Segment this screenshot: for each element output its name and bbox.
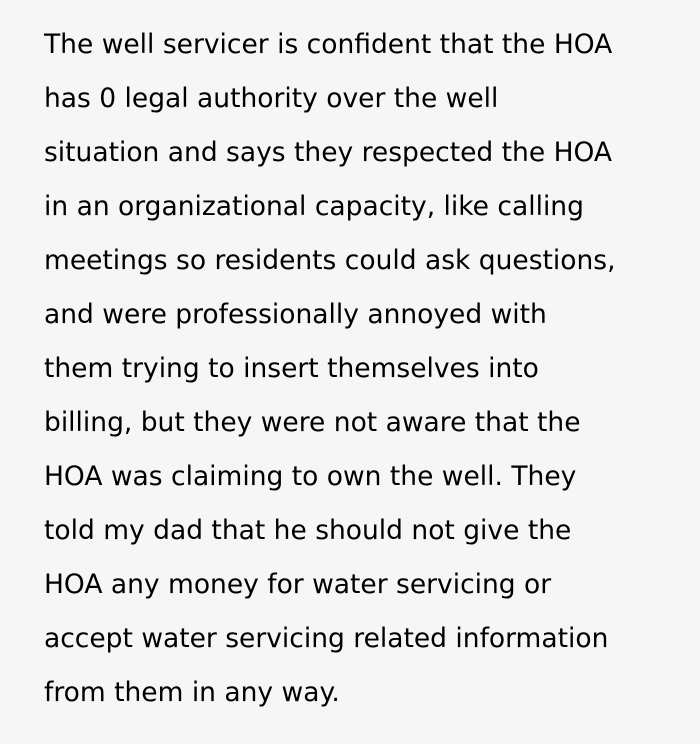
text-line: HOA any money for water servicing or bbox=[44, 569, 552, 600]
text-line: situation and says they respected the HOA bbox=[44, 137, 613, 168]
text-line: told my dad that he should not give the bbox=[44, 515, 572, 546]
text-line: and were professionally annoyed with bbox=[44, 299, 547, 330]
text-line: has 0 legal authority over the well bbox=[44, 83, 499, 114]
text-line: from them in any way. bbox=[44, 677, 340, 708]
text-line: them trying to insert themselves into bbox=[44, 353, 539, 384]
text-line: billing, but they were not aware that the bbox=[44, 407, 581, 438]
story-paragraph bbox=[44, 18, 670, 720]
text-line: HOA was claiming to own the well. They bbox=[44, 461, 577, 492]
text-line: The well servicer is confident that the HOA bbox=[44, 29, 613, 60]
text-line: meetings so residents could ask questions, bbox=[44, 245, 616, 276]
text-line: in an organizational capacity, like calling bbox=[44, 191, 584, 222]
text-line: accept water servicing related information bbox=[44, 623, 609, 654]
